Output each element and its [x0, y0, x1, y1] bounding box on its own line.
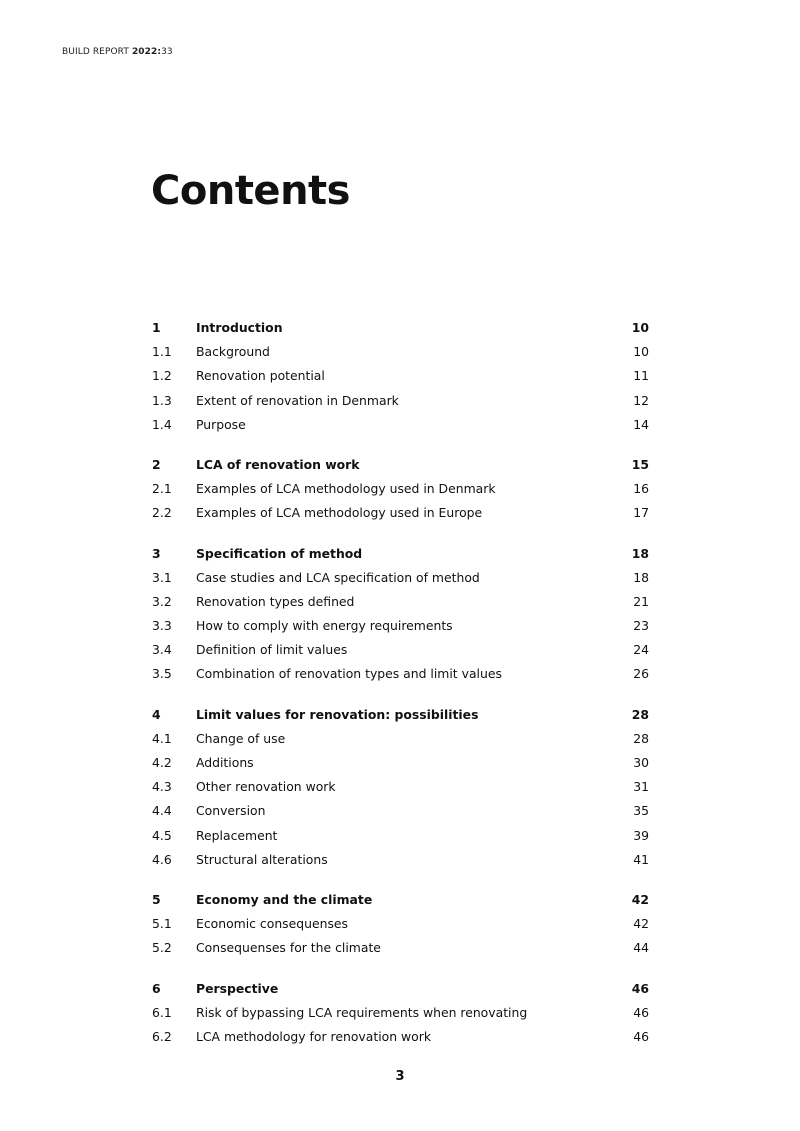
toc-number: 3.2 — [152, 593, 172, 609]
toc-page-number: 46 — [633, 1004, 649, 1020]
toc-number: 3.4 — [152, 642, 172, 658]
toc-subsection-row[interactable] — [152, 570, 649, 594]
toc-subsection-row[interactable] — [152, 1005, 649, 1029]
toc-subsection-row[interactable] — [152, 666, 649, 690]
toc-title: Introduction — [196, 320, 283, 335]
toc-number: 2.1 — [152, 481, 172, 497]
toc-number: 3.5 — [152, 666, 172, 682]
table-of-contents — [152, 320, 649, 1069]
toc-section — [152, 546, 649, 691]
toc-page-number: 14 — [633, 416, 649, 432]
toc-number: 1.1 — [152, 344, 172, 360]
toc-page-number: 28 — [631, 706, 649, 722]
toc-subsection-row[interactable] — [152, 779, 649, 803]
page-number: 3 — [395, 1069, 405, 1084]
toc-subsection-row[interactable] — [152, 828, 649, 852]
toc-title: Economy and the climate — [196, 891, 373, 907]
toc-page-number: 10 — [631, 320, 649, 335]
toc-page-number: 24 — [633, 642, 649, 658]
toc-number: 6 — [152, 980, 161, 996]
toc-title: Renovation potential — [196, 368, 325, 384]
toc-number: 4.6 — [152, 851, 172, 867]
toc-number: 2.2 — [152, 505, 172, 521]
toc-title: Risk of bypassing LCA requirements when renovating — [196, 1004, 528, 1020]
toc-chapter-row[interactable] — [152, 546, 649, 570]
toc-title: Consequenses for the climate — [196, 940, 381, 956]
toc-title: Perspective — [196, 980, 279, 996]
toc-number: 4.1 — [152, 730, 172, 746]
toc-page-number: 42 — [633, 916, 649, 932]
toc-section — [152, 892, 649, 965]
toc-title: Conversion — [196, 803, 266, 819]
toc-page-number: 39 — [633, 827, 649, 843]
toc-number: 4.4 — [152, 803, 172, 819]
toc-number: 4.2 — [152, 755, 172, 770]
toc-chapter-row[interactable] — [152, 320, 649, 344]
toc-title: Definition of limit values — [196, 642, 348, 658]
toc-title: Examples of LCA methodology used in Europe — [196, 505, 483, 521]
toc-number: 1 — [152, 320, 161, 335]
toc-subsection-row[interactable] — [152, 417, 649, 441]
toc-number: 3 — [152, 545, 161, 561]
toc-section — [152, 457, 649, 530]
toc-title: Purpose — [196, 416, 246, 432]
toc-title: Change of use — [196, 730, 286, 746]
toc-page-number: 46 — [633, 1028, 649, 1044]
toc-page-number: 17 — [633, 505, 649, 521]
toc-subsection-row[interactable] — [152, 618, 649, 642]
toc-title: Structural alterations — [196, 851, 328, 867]
toc-page-number: 10 — [633, 344, 649, 360]
toc-page-number: 18 — [631, 545, 649, 561]
toc-page-number: 26 — [633, 666, 649, 682]
toc-chapter-row[interactable] — [152, 707, 649, 731]
toc-number: 5.2 — [152, 940, 172, 956]
toc-section — [152, 707, 649, 876]
toc-subsection-row[interactable] — [152, 940, 649, 964]
toc-title: Extent of renovation in Denmark — [196, 392, 399, 408]
toc-title: Economic consequenses — [196, 916, 348, 932]
toc-title: Replacement — [196, 827, 278, 843]
toc-number: 5 — [152, 891, 161, 907]
toc-section — [152, 981, 649, 1054]
toc-page-number: 21 — [633, 593, 649, 609]
toc-subsection-row[interactable] — [152, 481, 649, 505]
toc-page-number: 30 — [633, 755, 649, 770]
toc-title: Specification of method — [196, 545, 363, 561]
toc-page-number: 23 — [633, 618, 649, 634]
toc-page-number: 28 — [633, 730, 649, 746]
report-year: 2022: — [131, 47, 162, 57]
toc-subsection-row[interactable] — [152, 594, 649, 618]
toc-subsection-row[interactable] — [152, 368, 649, 392]
toc-page-number: 16 — [633, 481, 649, 497]
toc-title: Limit values for renovation: possibilities — [196, 706, 479, 722]
toc-number: 1.3 — [152, 392, 172, 408]
toc-number: 4 — [152, 706, 161, 722]
toc-number: 6.1 — [152, 1004, 172, 1020]
toc-title: Case studies and LCA specification of method — [196, 569, 480, 585]
toc-title: Examples of LCA methodology used in Denmark — [196, 481, 496, 497]
toc-page-number: 15 — [631, 456, 649, 472]
toc-number: 2 — [152, 456, 161, 472]
toc-subsection-row[interactable] — [152, 803, 649, 827]
report-number: 33 — [161, 47, 173, 57]
toc-title: Renovation types defined — [196, 593, 355, 609]
toc-number: 1.4 — [152, 416, 172, 432]
toc-title: How to comply with energy requirements — [196, 618, 453, 634]
toc-page-number: 41 — [633, 851, 649, 867]
toc-title: Additions — [196, 755, 254, 770]
toc-subsection-row[interactable] — [152, 1029, 649, 1053]
toc-page-number: 42 — [631, 891, 649, 907]
toc-title: Background — [196, 344, 270, 360]
toc-subsection-row[interactable] — [152, 731, 649, 755]
toc-title: Other renovation work — [196, 779, 336, 795]
toc-title: LCA methodology for renovation work — [196, 1028, 431, 1044]
toc-subsection-row[interactable] — [152, 505, 649, 529]
toc-page-number: 31 — [633, 779, 649, 795]
toc-subsection-row[interactable] — [152, 755, 649, 779]
toc-chapter-row[interactable] — [152, 892, 649, 916]
toc-number: 3.3 — [152, 618, 172, 634]
toc-page-number: 46 — [631, 980, 649, 996]
toc-page-number: 35 — [633, 803, 649, 819]
toc-section — [152, 320, 649, 441]
toc-subsection-row[interactable] — [152, 852, 649, 876]
toc-page-number: 12 — [633, 392, 649, 408]
toc-number: 3.1 — [152, 569, 172, 585]
toc-subsection-row[interactable] — [152, 916, 649, 940]
toc-title: LCA of renovation work — [196, 456, 360, 472]
toc-subsection-row[interactable] — [152, 344, 649, 368]
toc-subsection-row[interactable] — [152, 642, 649, 666]
toc-chapter-row[interactable] — [152, 457, 649, 481]
report-series: BUILD REPORT — [62, 47, 132, 57]
toc-number: 6.2 — [152, 1028, 172, 1044]
toc-subsection-row[interactable] — [152, 393, 649, 417]
page-title: Contents — [151, 168, 350, 214]
toc-page-number: 18 — [633, 569, 649, 585]
toc-number: 5.1 — [152, 916, 172, 932]
toc-page-number: 11 — [633, 368, 649, 384]
toc-number: 1.2 — [152, 368, 172, 384]
toc-number: 4.3 — [152, 779, 172, 795]
running-header — [62, 47, 173, 57]
toc-title: Combination of renovation types and limit values — [196, 666, 502, 682]
toc-page-number: 44 — [633, 940, 649, 956]
toc-chapter-row[interactable] — [152, 981, 649, 1005]
toc-number: 4.5 — [152, 827, 172, 843]
